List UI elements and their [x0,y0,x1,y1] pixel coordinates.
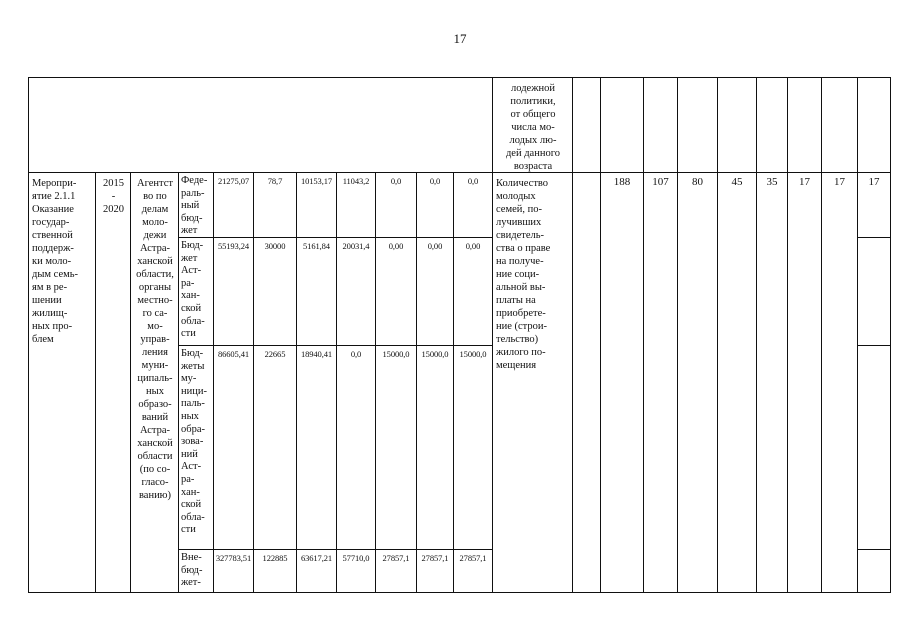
table-cell-empty [857,77,890,172]
measure-name-cell: Меропри- ятие 2.1.1 Оказание государ- ственной поддерж- ки моло- дым семь- ям в ре- шении жилищ- ных про- блем [28,172,95,592]
funding-value-cell: 327783,51 [213,549,253,592]
funding-value-cell: 21275,07 [213,172,253,237]
funding-value-cell: 86605,41 [213,345,253,549]
funding-value-cell: 27857,1 [453,549,492,592]
indicator-continuation-cell: лодежной политики, от общего числа мо- лодых лю- дей данного возраста [492,77,572,172]
program-table [28,77,891,593]
funding-value-cell: 18940,41 [296,345,336,549]
funding-value-cell: 27857,1 [416,549,453,592]
executor-cell: Агентст во по делам моло- дежи Астра- ханской области, органы местно- го са- мо- управ- ления муни- ципаль- ных образо- ваний Астра- ханской области (по со- гласо- ванию) [130,172,178,592]
funding-value-cell: 15000,0 [453,345,492,549]
indicator-cell: Количество молодых семей, по- лучивших свидетель- ства о праве на получе- ние соци- альной вы- платы на приобрете- ние (строи- тельство) жилого по- мещения [492,172,572,592]
row-divider [857,549,890,550]
table-cell-empty [787,77,821,172]
funding-value-cell: 11043,2 [336,172,375,237]
funding-source-cell: Вне- бюд- жет- [178,549,213,592]
funding-value-cell: 122885 [253,549,296,592]
funding-value-cell: 0,0 [453,172,492,237]
funding-value-cell: 10153,17 [296,172,336,237]
indicator-value-cell: 107 [643,172,677,592]
funding-value-cell: 15000,0 [416,345,453,549]
funding-value-cell: 0,0 [375,172,416,237]
indicator-value-cell: 17 [821,172,857,592]
funding-value-cell: 20031,4 [336,237,375,345]
funding-source-cell: Бюд- жет Аст- ра- хан- ской обла- сти [178,237,213,345]
table-cell-empty [756,77,787,172]
indicator-value-cell: 45 [717,172,756,592]
funding-value-cell: 57710,0 [336,549,375,592]
funding-value-cell: 0,0 [416,172,453,237]
indicator-value-cell: 80 [677,172,717,592]
funding-source-cell: Бюд- жеты му- ници- паль- ных обра- зова- ний Аст- ра- хан- ской обла- сти [178,345,213,549]
funding-value-cell: 30000 [253,237,296,345]
table-cell-empty [572,77,600,172]
table-cell-empty [600,77,643,172]
funding-value-cell: 27857,1 [375,549,416,592]
row-divider [857,345,890,346]
funding-value-cell: 0,00 [453,237,492,345]
table-cell-empty [677,77,717,172]
funding-value-cell: 0,00 [375,237,416,345]
table-cell-empty [28,77,492,172]
table-cell-empty [821,77,857,172]
funding-value-cell: 5161,84 [296,237,336,345]
funding-source-cell: Феде- раль- ный бюд- жет [178,172,213,237]
table-cell-empty [643,77,677,172]
row-divider [857,237,890,238]
indicator-value-cell: 17 [857,172,890,592]
indicator-value-cell: 35 [756,172,787,592]
funding-value-cell: 0,00 [416,237,453,345]
funding-value-cell: 63617,21 [296,549,336,592]
funding-value-cell: 22665 [253,345,296,549]
funding-value-cell: 78,7 [253,172,296,237]
table-cell-empty [717,77,756,172]
indicator-value-cell: 188 [600,172,643,592]
table-cell-empty [572,172,600,592]
funding-value-cell: 0,0 [336,345,375,549]
page-number: 17 [453,31,467,46]
indicator-value-cell: 17 [787,172,821,592]
funding-value-cell: 55193,24 [213,237,253,345]
funding-value-cell: 15000,0 [375,345,416,549]
period-cell: 2015 - 2020 [95,172,130,592]
